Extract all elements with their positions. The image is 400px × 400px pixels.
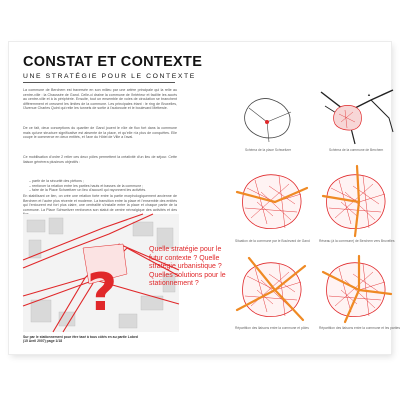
objective-list <box>23 179 177 193</box>
place-outline-map <box>239 92 299 144</box>
paragraph-2: De ce fait, deux conceptions du quartier de Gand jouent le rôle de flux fort dans la commune mais qu'une structure significative est absente de la place, et qu'elle n'a plus de conquêtes. Elle coupe le commerce en deux entités, et l'axe du Hôtel de Ville a l'aval. <box>23 126 177 140</box>
network-map-1 <box>235 166 309 236</box>
question-mark: ? <box>87 263 118 323</box>
paragraph-3: Ce mobilisation d'ordre 2 relier ces deux pôles permettent la créativité d'un lieu de séjour. Cette liaison génèrera plusieurs objectifs : <box>23 155 177 164</box>
strategy-question: Quelle stratégie pour le futur contexte ? Quelle stratégie urbanistique ? Quelles solutions pour le stationnement ? <box>149 246 226 288</box>
network-map-2 <box>319 166 393 236</box>
page-footer: Sur par le stationnement pour être taxé à tous côtés en au partie Lobed (15 Avril 2007) page 1/18 <box>23 335 138 344</box>
subtitle-rule <box>23 82 175 83</box>
objective-item: – faire de la Place Schweitzer un lieu d'accueil qui rayonnent les activités. <box>29 188 147 193</box>
figure-caption: Situation de la commune par le Boulevard de Gand <box>235 239 310 243</box>
commune-line-map <box>321 82 393 144</box>
paragraph-4: En stabilisant ce lien, on crée une relation forte entre la partie morphologiquement ancienne de Berchem et l'autre plus récente et moderne. La transition entre la place et l'ensemble des entités qui l'entourent est fort plus claire, une centralité s'installe entre la place et chaque partie de la commune. La Place Schweitzer renforcera son statut de centre névralgique des activités et des <box>23 194 177 212</box>
figure-caption: Schéma de la place Schweitzer <box>245 148 291 152</box>
figure-caption: Schéma de la commune de Berchem <box>329 148 384 152</box>
figure-grid <box>189 58 400 348</box>
figure-caption: Répartition des liaisons entre la commune et les parties <box>319 326 400 330</box>
page-subtitle: UNE STRATÉGIE POUR LE CONTEXTE <box>23 73 196 80</box>
svg-text:▲: ▲ <box>367 92 371 97</box>
objective-item: – renforcer la relation entre les parties hauts et basses de la commune ; <box>29 183 144 188</box>
network-map-3 <box>235 254 309 324</box>
document-page <box>9 42 400 354</box>
paragraph-1: La commune de Berchem est traversée en son milieu par une artère principale qui la relie au centre-ville : la Chaussée de Gand. Celle-ci draine la commune de l'intérieur et facilite les accès au centre-ville et à la périphérie. Ensuite, tout un ensemble de voies de circulation se branchent différemment et creusent les limites de la commune. Les principales étant : le ring de Bruxelles, l'Avenue Charles Quint qui relie les tunnels de sortie à l'autoroute et le boulevard Mettewie. <box>23 88 177 111</box>
figure-caption: Réseau (à la commune) de Berchem vers Bruxelles <box>319 239 395 243</box>
network-map-4 <box>319 254 393 324</box>
figure-caption: Répartition des liaisons entre la commune et pôles <box>235 326 309 330</box>
objective-item: – partir de la sécurité des piétons ; <box>29 179 84 183</box>
page-title: CONSTAT ET CONTEXTE <box>23 54 203 70</box>
